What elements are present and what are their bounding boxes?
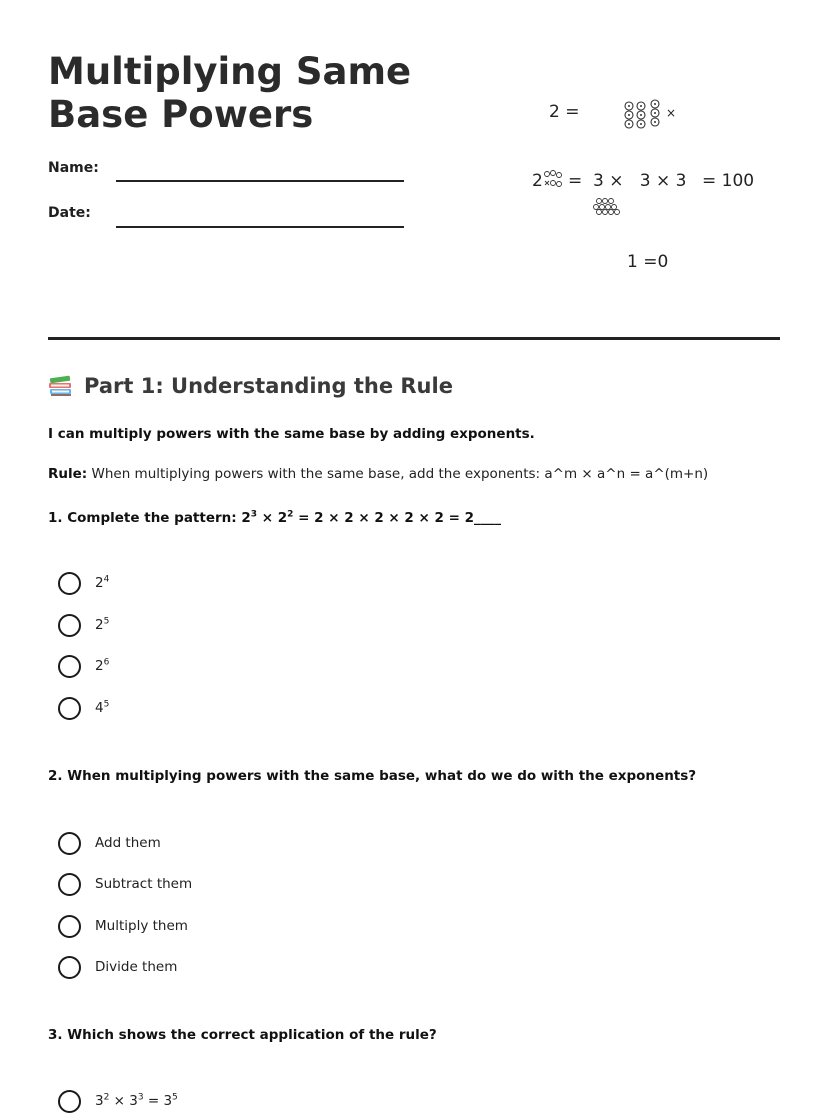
question-number: 1. xyxy=(48,510,63,526)
exponent: 2 xyxy=(287,509,294,520)
rule-label: Rule: xyxy=(48,466,88,482)
option-label: Divide them xyxy=(95,959,178,975)
radio-button[interactable] xyxy=(58,832,81,855)
question-text: When multiplying powers with the same base, what do we do with the exponents? xyxy=(67,768,697,784)
radio-button[interactable] xyxy=(58,915,81,938)
q1-option-c[interactable] xyxy=(58,654,109,678)
question-text: × 2 xyxy=(257,510,288,526)
q2-option-c[interactable] xyxy=(58,914,188,938)
question-text: Which shows the correct application of the rule? xyxy=(67,1027,437,1043)
q2-option-b[interactable] xyxy=(58,872,192,896)
option-label: Subtract them xyxy=(95,876,193,892)
question-2 xyxy=(48,768,696,784)
learning-goal: I can multiply powers with the same base by adding exponents. xyxy=(48,426,535,442)
deco-equation-2-result: = 100 xyxy=(702,171,755,191)
radio-button[interactable] xyxy=(58,1090,81,1113)
rule-text xyxy=(48,466,708,482)
option-label: Multiply them xyxy=(95,918,188,934)
deco-times: × xyxy=(666,106,677,120)
radio-button[interactable] xyxy=(58,697,81,720)
page-title: Multiplying Same Base Powers xyxy=(48,50,412,136)
date-field[interactable] xyxy=(116,226,404,228)
q1-option-b[interactable] xyxy=(58,613,109,637)
radio-button[interactable] xyxy=(58,873,81,896)
part1-heading-text: Part 1: Understanding the Rule xyxy=(84,374,453,398)
doodle-exponent-icon xyxy=(543,170,563,188)
deco-equation-2: = 3 × 3 × 3 xyxy=(568,171,687,191)
question-1 xyxy=(48,510,501,526)
books-icon xyxy=(48,374,74,398)
radio-button[interactable] xyxy=(58,956,81,979)
radio-button[interactable] xyxy=(58,614,81,637)
question-text: = 2 × 2 × 2 × 2 × 2 = 2____ xyxy=(293,510,502,526)
option-label: $2^5$ xyxy=(95,616,110,633)
deco-equation-3: 1 =0 xyxy=(627,252,669,272)
q3-option-a[interactable] xyxy=(58,1089,178,1113)
doodle-cluster-icon xyxy=(591,197,621,215)
deco-equation-1: 2 = xyxy=(549,102,580,122)
option-label: Add them xyxy=(95,835,161,851)
deco-equation-2-base: 2 xyxy=(532,171,543,191)
radio-button[interactable] xyxy=(58,572,81,595)
rule-body: When multiplying powers with the same base, add the exponents: a^m × a^n = a^(m+n) xyxy=(87,466,709,482)
q2-option-d[interactable] xyxy=(58,955,177,979)
doodle-circles-icon xyxy=(622,98,666,130)
part1-heading xyxy=(48,374,453,398)
option-label: $4^5$ xyxy=(95,699,110,716)
name-label: Name: xyxy=(48,160,99,176)
name-field[interactable] xyxy=(116,180,404,182)
exponent: 3 xyxy=(250,509,258,520)
question-text: Complete the pattern: 2 xyxy=(67,510,251,526)
q2-option-a[interactable] xyxy=(58,831,161,855)
option-label: $2^4$ xyxy=(95,574,110,591)
question-number: 3. xyxy=(48,1027,63,1043)
q1-option-d[interactable] xyxy=(58,696,109,720)
radio-button[interactable] xyxy=(58,655,81,678)
q1-option-a[interactable] xyxy=(58,571,109,595)
date-label: Date: xyxy=(48,205,91,221)
question-3 xyxy=(48,1027,437,1043)
option-label: $3^2 \times 3^3 = 3^5$ xyxy=(95,1092,178,1109)
question-number: 2. xyxy=(48,768,63,784)
section-divider xyxy=(48,337,780,340)
option-label: $2^6$ xyxy=(95,657,110,674)
